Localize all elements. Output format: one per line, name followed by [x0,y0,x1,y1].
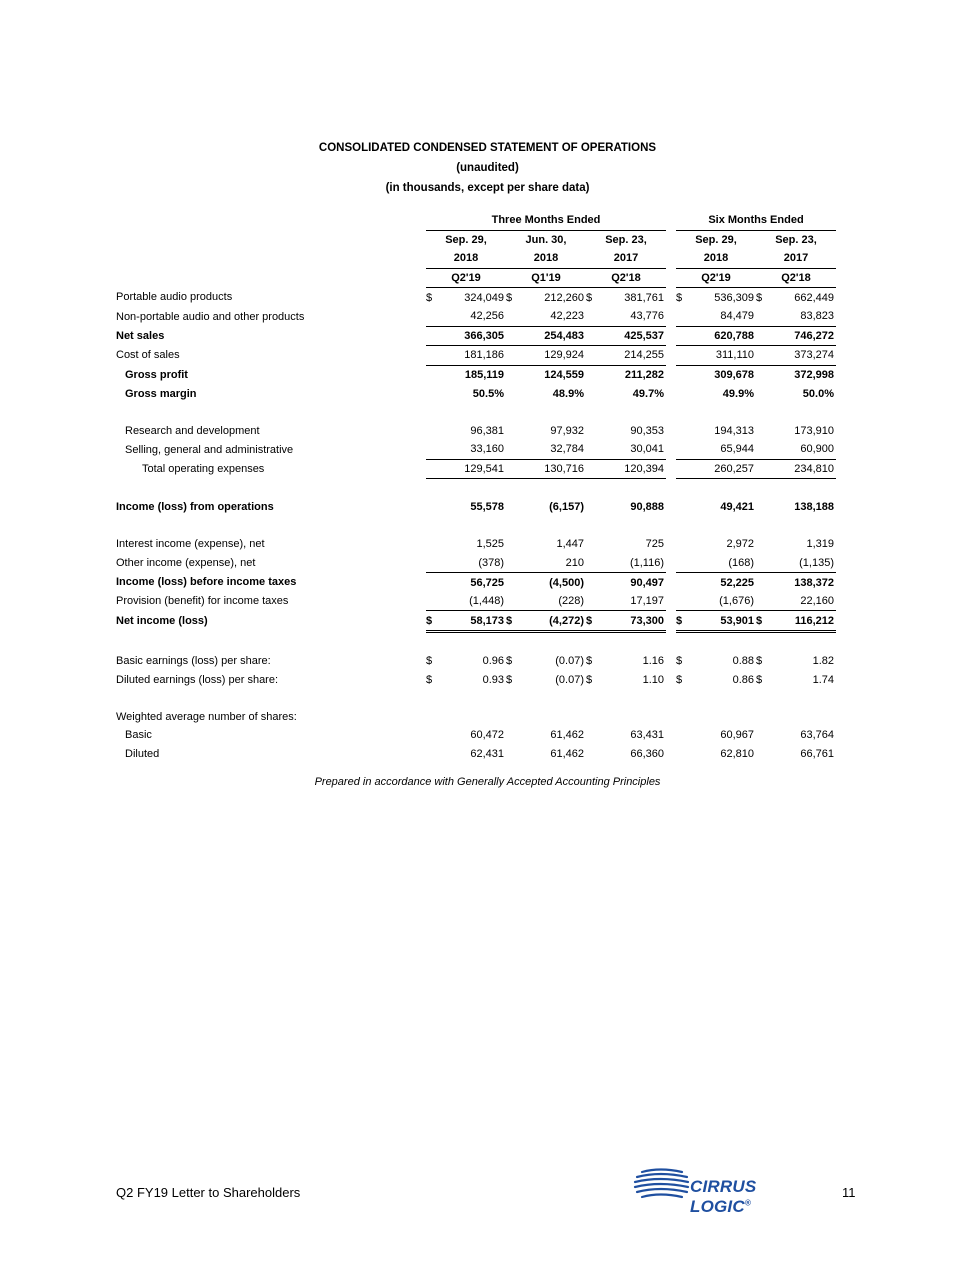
statement-title [0,138,975,198]
value-cell: (1,135) [768,554,836,573]
row-label: Weighted average number of shares: [116,710,297,723]
value-cell: 53,901 [688,611,756,632]
value-cell: 17,197 [598,592,666,611]
currency-symbol: $ [756,654,763,667]
value-cell: 96,381 [470,424,504,437]
row-label: Diluted [125,747,160,760]
row-net-income [116,611,836,632]
value-cell: 30,041 [598,440,666,459]
row-sga [116,440,836,459]
value-cell: 32,784 [518,440,586,459]
value-cell: 746,272 [768,326,836,346]
row-label: Basic [125,729,152,742]
value-cell: 324,049 [464,291,504,304]
header-year: 2018 [676,249,756,268]
row-label: Research and development [125,424,260,437]
value-cell: 60,472 [470,729,504,742]
header-date: Sep. 29, [695,233,737,246]
row-diluted-shares [116,745,836,764]
value-cell: (0.07) [555,673,584,686]
row-research-development [116,422,836,441]
value-cell: 120,394 [598,459,666,479]
row-label: Portable audio products [116,291,233,304]
value-cell: (228) [518,592,586,611]
header-date: Sep. 23, [775,233,817,246]
currency-symbol: $ [756,673,763,686]
value-cell: 60,967 [720,729,754,742]
value-cell: (168) [688,554,756,573]
value-cell: 138,188 [794,501,834,514]
value-cell: 65,944 [688,440,756,459]
row-gross-margin [116,384,836,403]
value-cell: 620,788 [688,326,756,346]
value-cell: 63,431 [630,729,664,742]
value-cell: 0.96 [482,654,504,667]
currency-symbol: $ [676,611,688,632]
value-cell: (4,272) [518,611,586,632]
value-cell: 138,372 [794,576,834,589]
currency-symbol: $ [586,673,593,686]
currency-symbol: $ [586,654,593,667]
value-cell: 73,300 [598,611,666,632]
value-cell: 56,725 [470,576,504,589]
currency-symbol: $ [676,654,683,667]
currency-symbol: $ [426,654,433,667]
value-cell: 116,212 [768,611,836,632]
value-cell: 52,225 [720,576,754,589]
value-cell: 185,119 [464,369,504,382]
value-cell: 366,305 [438,326,506,346]
row-label: Cost of sales [116,349,180,362]
row-non-portable-audio [116,307,836,326]
row-income-before-taxes [116,573,836,592]
value-cell: 48.9% [552,387,584,400]
currency-symbol: $ [426,673,433,686]
value-cell: 372,998 [794,369,834,382]
currency-symbol: $ [506,291,513,304]
value-cell: 61,462 [550,729,584,742]
value-cell: 0.88 [732,654,754,667]
currency-symbol: $ [586,291,593,304]
header-three-months: Three Months Ended [426,211,666,230]
row-label: Gross margin [125,387,197,400]
row-label: Income (loss) before income taxes [116,576,297,589]
row-label: Gross profit [125,368,188,381]
currency-symbol: $ [676,291,683,304]
value-cell: 83,823 [768,307,836,326]
value-cell: 309,678 [714,369,754,382]
row-label: Diluted earnings (loss) per share: [116,673,279,686]
row-gross-profit [116,365,836,384]
header-year: 2017 [586,249,666,268]
value-cell: 234,810 [768,459,836,479]
title-line-1: CONSOLIDATED CONDENSED STATEMENT OF OPERATIONS [318,142,657,154]
value-cell: 43,776 [598,307,666,326]
currency-symbol: $ [756,611,768,632]
header-year: 2017 [756,249,836,268]
currency-symbol: $ [506,654,513,667]
row-interest-income [116,535,836,554]
value-cell: 49,421 [720,501,754,514]
header-quarter-row [116,268,836,288]
value-cell: 97,932 [550,424,584,437]
currency-symbol: $ [506,611,518,632]
value-cell: 90,353 [630,424,664,437]
row-cost-of-sales [116,346,836,366]
value-cell: 50.5% [472,387,504,400]
value-cell: 55,578 [470,501,504,514]
value-cell: (1,676) [688,592,756,611]
value-cell: 50.0% [802,387,834,400]
row-label: Other income (expense), net [116,557,256,570]
value-cell: (378) [438,554,506,573]
value-cell: (1,116) [598,554,666,573]
value-cell: 1.74 [812,673,834,686]
value-cell: 1,319 [806,538,834,551]
value-cell: 260,257 [688,459,756,479]
value-cell: 33,160 [438,440,506,459]
row-label: Selling, general and administrative [125,443,294,456]
value-cell: 62,810 [720,747,754,760]
value-cell: 1,447 [556,538,584,551]
header-year: 2018 [506,249,586,268]
header-date: Sep. 29, [445,233,487,246]
title-line-3: (in thousands, except per share data) [385,182,590,194]
value-cell: 725 [645,538,664,551]
value-cell: 58,173 [438,611,506,632]
row-label: Net sales [116,329,165,342]
value-cell: (6,157) [549,501,584,514]
value-cell: (1,448) [438,592,506,611]
row-total-opex [116,459,836,479]
value-cell: 536,309 [714,291,754,304]
value-cell: 2,972 [726,538,754,551]
value-cell: 84,479 [688,307,756,326]
value-cell: 194,313 [714,424,754,437]
value-cell: 1,525 [476,538,504,551]
value-cell: 42,223 [518,307,586,326]
header-quarter: Q2'18 [586,268,666,288]
value-cell: 1.16 [642,654,664,667]
value-cell: 129,924 [518,346,586,366]
value-cell: (4,500) [549,576,584,589]
value-cell: 62,431 [470,747,504,760]
row-income-taxes [116,592,836,611]
row-weighted-average-header [116,707,836,726]
cirrus-logo-mark-icon [632,1166,690,1202]
value-cell: 254,483 [518,326,586,346]
row-basic-eps [116,652,836,671]
row-label: Income (loss) from operations [116,501,274,514]
header-quarter: Q2'19 [676,268,756,288]
row-portable-audio [116,288,836,307]
value-cell: 63,764 [800,729,834,742]
header-quarter: Q2'18 [756,268,836,288]
row-net-sales [116,326,836,346]
value-cell: 66,761 [800,747,834,760]
value-cell: 22,160 [768,592,836,611]
value-cell: 66,360 [630,747,664,760]
value-cell: 1.10 [642,673,664,686]
page-number: 11 [842,1185,856,1200]
row-label: Non-portable audio and other products [116,310,305,323]
currency-symbol: $ [586,611,598,632]
value-cell: 90,888 [630,501,664,514]
value-cell: 90,497 [630,576,664,589]
row-label: Net income (loss) [116,615,208,628]
footer-document-title: Q2 FY19 Letter to Shareholders [116,1185,301,1200]
value-cell: 129,541 [438,459,506,479]
value-cell: 49.7% [632,387,664,400]
value-cell: 373,274 [768,346,836,366]
row-label: Basic earnings (loss) per share: [116,654,271,667]
value-cell: 130,716 [518,459,586,479]
header-group-row [116,211,836,230]
value-cell: 311,110 [688,346,756,366]
value-cell: 124,559 [544,369,584,382]
value-cell: 0.86 [732,673,754,686]
value-cell: 181,186 [438,346,506,366]
header-year: 2018 [426,249,506,268]
logo-wordmark: CIRRUS LOGIC® [690,1177,757,1216]
value-cell: 60,900 [768,440,836,459]
currency-symbol: $ [426,291,433,304]
currency-symbol: $ [676,673,683,686]
header-quarter: Q1'19 [506,268,586,288]
value-cell: 662,449 [794,291,834,304]
header-date: Jun. 30, [525,233,567,246]
row-basic-shares [116,726,836,745]
title-line-2: (unaudited) [456,162,519,174]
value-cell: 214,255 [598,346,666,366]
header-six-months: Six Months Ended [676,211,836,230]
currency-symbol: $ [506,673,513,686]
row-label: Provision (benefit) for income taxes [116,595,289,608]
statement-table [116,211,836,763]
value-cell: (0.07) [555,654,584,667]
value-cell: 1.82 [812,654,834,667]
row-income-operations [116,498,836,517]
header-date-row [116,230,836,249]
value-cell: 61,462 [550,747,584,760]
value-cell: 173,910 [794,424,834,437]
row-diluted-eps [116,670,836,689]
row-other-income [116,554,836,573]
value-cell: 211,282 [624,369,664,382]
value-cell: 0.93 [482,673,504,686]
value-cell: 42,256 [438,307,506,326]
value-cell: 212,260 [544,291,584,304]
row-label: Interest income (expense), net [116,538,265,551]
value-cell: 381,761 [624,291,664,304]
value-cell: 49.9% [722,387,754,400]
gaap-footnote: Prepared in accordance with Generally Accepted Accounting Principles [314,776,661,788]
header-year-row [116,249,836,268]
value-cell: 425,537 [598,326,666,346]
header-quarter: Q2'19 [426,268,506,288]
value-cell: 210 [518,554,586,573]
row-label: Total operating expenses [142,463,265,476]
currency-symbol: $ [756,291,763,304]
cirrus-logic-logo [632,1166,822,1216]
currency-symbol: $ [426,611,438,632]
header-date: Sep. 23, [605,233,647,246]
